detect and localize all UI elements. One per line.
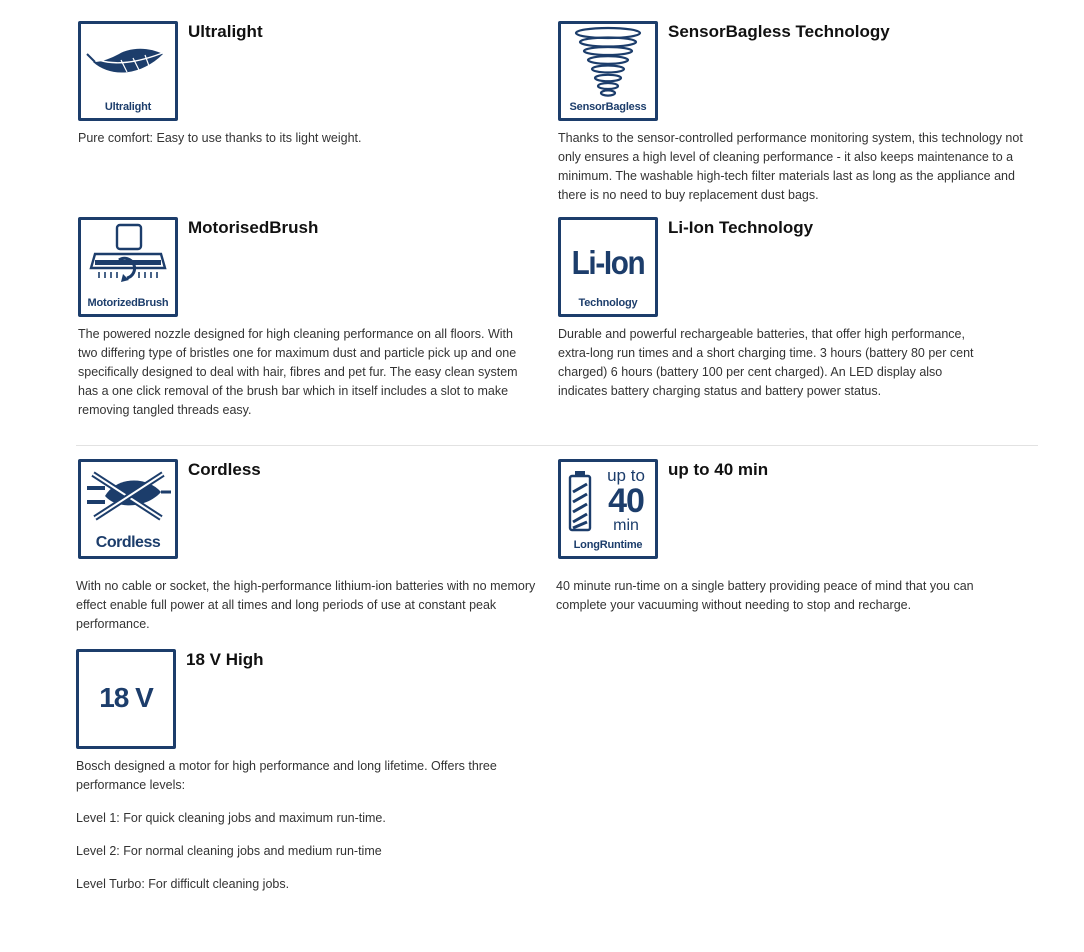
motorised-brush-description <box>78 325 534 420</box>
ultralight-description-text: Pure comfort: Easy to use thanks to its light weight. <box>78 131 362 145</box>
sensorbagless-description-text: Thanks to the sensor-controlled performance monitoring system, this technology not only ensures a high level of cleaning performance - it also keeps maintenance to a minimum. The washable high-tech filter materials last as long as the appliance and there is no need to buy replacement dust bags. <box>558 131 1023 202</box>
li-ion-description-text: Durable and powerful rechargeable batteries, that offer high performance, extra-long run times and a short charging time. 3 hours (battery 80 per cent charged) 6 hours (battery 100 per cent charged). An LED display also indicates battery charging status and battery power status. <box>558 327 974 398</box>
cordless-badge-caption: Cordless <box>95 534 161 551</box>
voltage-level-turbo: Level Turbo: For difficult cleaning jobs. <box>76 877 290 891</box>
runtime-badge <box>558 459 658 559</box>
li-ion-badge <box>558 217 658 317</box>
ultralight-badge-caption: Ultralight <box>104 101 152 113</box>
li-ion-title: Li-Ion Technology <box>668 218 814 237</box>
cordless-description <box>76 577 536 634</box>
cordless-badge <box>78 459 178 559</box>
motorised-brush-description-text: The powered nozzle designed for high cleaning performance on all floors. With two differing type of bristles one for maximum dust and particle pick up and one specifically designed to deal with hair, fibres and pet fur. The easy clean system has a one click removal of the brush bar which in itself includes a slot to make removing tangled threads easy. <box>78 327 518 417</box>
runtime-title: up to 40 min <box>668 460 769 479</box>
runtime-description <box>556 577 1006 615</box>
sensorbagless-title: SensorBagless Technology <box>668 22 890 41</box>
cordless-title: Cordless <box>188 460 261 479</box>
voltage-level-2: Level 2: For normal cleaning jobs and medium run-time <box>76 844 382 858</box>
sensorbagless-badge-caption: SensorBagless <box>569 101 647 113</box>
ultralight-description <box>78 129 538 148</box>
runtime-description-text: 40 minute run-time on a single battery providing peace of mind that you can complete your vacuuming without needing to stop and recharge. <box>556 579 974 612</box>
runtime-unit-text: min <box>613 517 639 534</box>
li-ion-badge-caption: Technology <box>578 297 638 309</box>
motorised-brush-title: MotorisedBrush <box>188 218 319 237</box>
voltage-level-1: Level 1: For quick cleaning jobs and maximum run-time. <box>76 811 386 825</box>
voltage-description-text: Bosch designed a motor for high performance and long lifetime. Offers three performance levels: <box>76 759 497 792</box>
sensorbagless-description <box>558 129 1042 205</box>
cordless-description-text: With no cable or socket, the high-performance lithium-ion batteries with no memory effect enable full power at all times and long periods of use at constant peak performance. <box>76 579 536 631</box>
ultralight-title: Ultralight <box>188 22 263 41</box>
sensorbagless-badge <box>558 21 658 121</box>
runtime-number-text: 40 <box>608 482 644 520</box>
runtime-badge-caption: LongRuntime <box>573 539 643 551</box>
runtime-upto-text: up to <box>607 466 645 485</box>
motorised-brush-badge <box>78 217 178 317</box>
voltage-description <box>76 757 526 894</box>
voltage-icon: 18 V <box>99 682 153 713</box>
motorised-brush-badge-caption: MotorizedBrush <box>87 297 169 309</box>
ultralight-badge <box>78 21 178 121</box>
voltage-badge <box>76 649 176 749</box>
section-divider <box>76 445 1038 446</box>
li-ion-description <box>558 325 984 401</box>
li-ion-icon: Li-Ion <box>571 244 645 281</box>
voltage-title: 18 V High <box>186 650 264 669</box>
